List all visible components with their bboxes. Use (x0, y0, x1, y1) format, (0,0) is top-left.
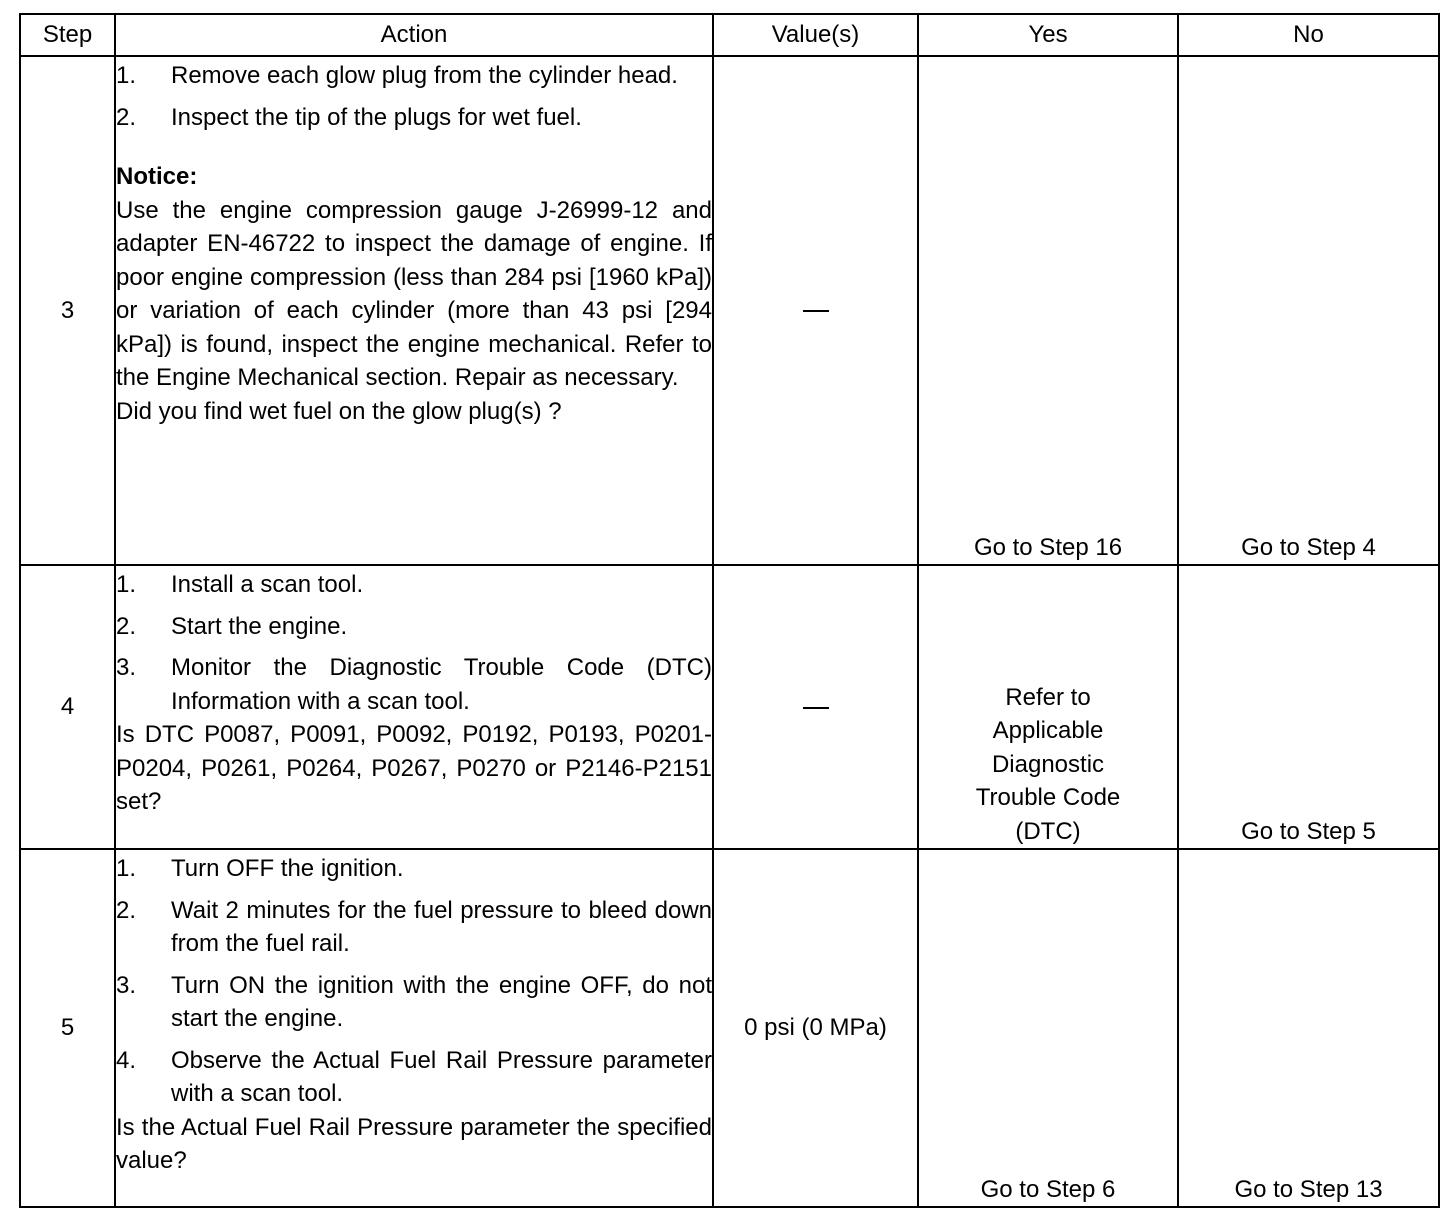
action-item (116, 894, 712, 961)
no-cell: Go to Step 5 (1178, 565, 1439, 849)
item-text: Remove each glow plug from the cylinder head. (171, 62, 678, 89)
value-cell (713, 56, 918, 565)
item-text: Install a scan tool. (171, 571, 364, 598)
header-yes: Yes (918, 14, 1178, 56)
step-number: 4 (20, 565, 115, 849)
item-text: Start the engine. (171, 612, 348, 640)
question-text: Is DTC P0087, P0091, P0092, P0192, P0193, P0201-P0204, P0261, P0264, P0267, P0270 or P2146-P2151 set? (116, 721, 712, 815)
yes-cell: Go to Step 16 (918, 56, 1178, 565)
step-number: 3 (20, 56, 115, 565)
action-item (116, 610, 712, 644)
item-text: Inspect the tip of the plugs for wet fuel. (171, 103, 582, 131)
item-number: 1. (116, 571, 137, 598)
no-cell: Go to Step 13 (1178, 849, 1439, 1207)
yes-line: Applicable (992, 717, 1104, 744)
action-cell (115, 565, 713, 849)
header-action: Action (115, 14, 713, 56)
header-no: No (1178, 14, 1439, 56)
item-text: Turn OFF the ignition. (171, 855, 404, 882)
table-row-step-4 (20, 565, 1439, 849)
item-text: Observe the Actual Fuel Rail Pressure parameter with a scan tool. (171, 1046, 712, 1107)
step-number: 5 (20, 849, 115, 1207)
yes-line: (DTC) (1015, 817, 1081, 845)
item-number: 4. (116, 1046, 137, 1074)
item-number: 2. (116, 896, 137, 924)
action-item (116, 651, 712, 718)
item-number: 3. (116, 654, 137, 681)
header-step: Step (20, 14, 115, 56)
action-item (116, 1044, 712, 1111)
value-cell (713, 565, 918, 849)
question-text: Is the Actual Fuel Rail Pressure parameter the specified value? (116, 1113, 712, 1174)
item-number: 1. (116, 855, 137, 882)
item-text: Monitor the Diagnostic Trouble Code (DTC) Information with a scan tool. (171, 654, 712, 715)
item-text: Wait 2 minutes for the fuel pressure to bleed down from the fuel rail. (171, 896, 712, 957)
yes-line: Trouble Code (975, 784, 1121, 811)
header-values: Value(s) (713, 14, 918, 56)
yes-line: Diagnostic (991, 750, 1105, 778)
item-number: 2. (116, 612, 137, 640)
yes-cell (918, 565, 1178, 849)
action-item (116, 568, 712, 602)
action-item (116, 59, 712, 93)
notice-text: Use the engine compression gauge J-26999-12 and adapter EN-46722 to inspect the damage of engine. If poor engine compression (less than 284 psi [1960 kPa]) or variation of each cylinder (more than 43 psi [294 kPa]) is found, inspect the engine mechanical. Refer to the Engine Mechanical section. Repair as necessary. (116, 196, 712, 391)
diagnostic-table (19, 13, 1440, 1208)
item-text: Turn ON the ignition with the engine OFF, do not start the engine. (171, 971, 712, 1032)
item-number: 3. (116, 971, 137, 999)
action-item (116, 852, 712, 886)
header-row (20, 14, 1439, 56)
table-row-step-3 (20, 56, 1439, 565)
yes-cell: Go to Step 6 (918, 849, 1178, 1207)
action-cell (115, 56, 713, 565)
no-value-dash (803, 707, 829, 709)
table-row-step-5 (20, 849, 1439, 1207)
notice-title: Notice: (116, 163, 198, 190)
question-text: Did you find wet fuel on the glow plug(s) ? (116, 397, 562, 425)
action-item (116, 101, 712, 135)
action-item (116, 969, 712, 1036)
item-number: 1. (116, 62, 137, 89)
action-cell (115, 849, 713, 1207)
no-cell: Go to Step 4 (1178, 56, 1439, 565)
item-number: 2. (116, 103, 137, 131)
no-value-dash (803, 310, 829, 312)
value-cell: 0 psi (0 MPa) (713, 849, 918, 1207)
yes-line: Refer to (1005, 683, 1091, 711)
